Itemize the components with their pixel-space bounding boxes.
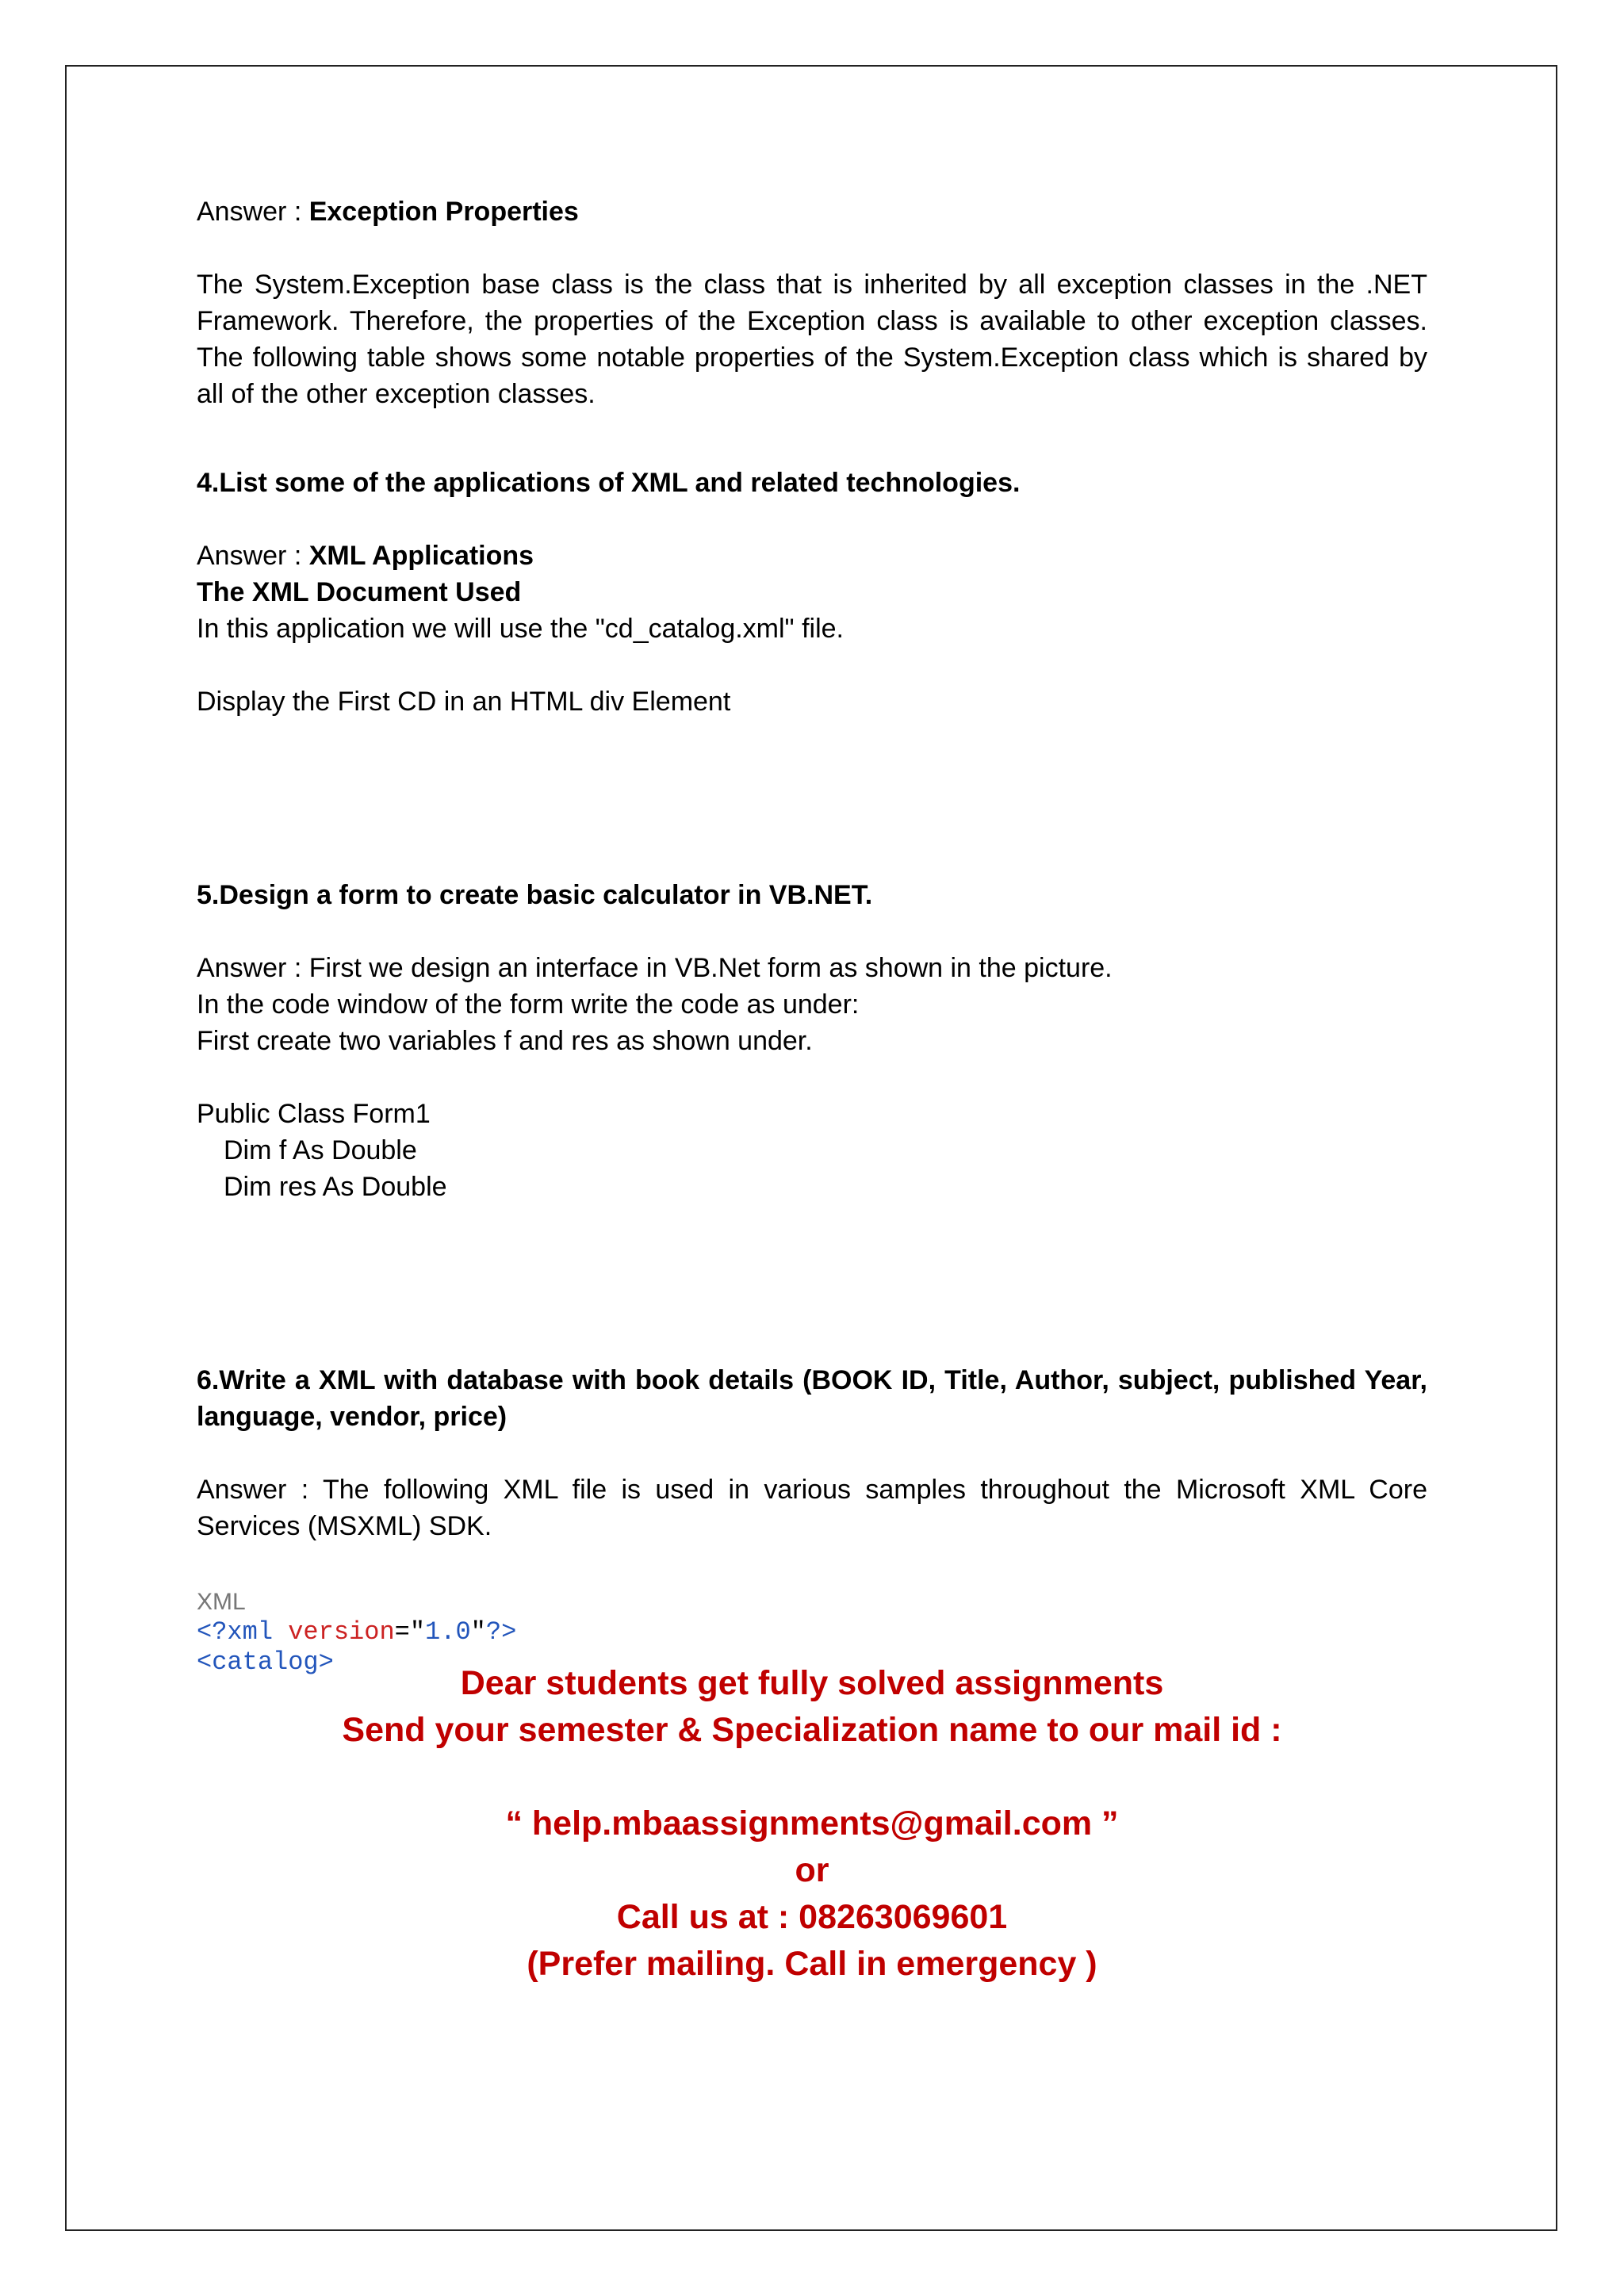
xml-decl-open: <?xml (197, 1617, 289, 1647)
promo-email: “ help.mbaassignments@gmail.com ” (505, 1804, 1119, 1843)
promo-line-1: Dear students get fully solved assignments (460, 1664, 1164, 1702)
q4-line-1: In this application we will use the "cd_catalog.xml" file. (197, 614, 844, 644)
q4-question: 4.List some of the applications of XML and related technologies. (197, 468, 1021, 498)
q4-line-2: Display the First CD in an HTML div Element (197, 687, 731, 717)
xml-decl-attr: version (288, 1617, 395, 1647)
answer-title: XML Applications (308, 541, 534, 571)
q5-code-line-3: Dim res As Double (224, 1172, 447, 1202)
xml-decl-quote: " (470, 1617, 486, 1647)
q6-answer: Answer : The following XML file is used in various samples throughout the Microsoft XML Core Services (MSXML) SDK. (197, 1475, 1427, 1541)
promo-note: (Prefer mailing. Call in emergency ) (527, 1945, 1097, 1983)
xml-declaration-line (197, 1617, 1427, 1647)
promo-or: or (795, 1851, 829, 1889)
xml-decl-val: 1.0 (425, 1617, 471, 1647)
xml-decl-close: ?> (485, 1617, 517, 1647)
q4-subheading: The XML Document Used (197, 577, 522, 607)
document-body (197, 193, 1427, 1678)
answer-label: Answer : (197, 197, 309, 227)
q5-answer-line-3: First create two variables f and res as shown under. (197, 1026, 813, 1056)
q3-answer-body: The System.Exception base class is the class that is inherited by all exception classes in the .NET Framework. Therefore, the properties of the Exception class is available to other exception classes. The following table shows some notable properties of the System.Exception class which is shared by all of the other exception classes. (197, 270, 1427, 409)
answer-title: Exception Properties (308, 197, 579, 227)
q5-answer-line-2: In the code window of the form write the code as under: (197, 989, 860, 1020)
q5-code-line-2: Dim f As Double (224, 1135, 417, 1165)
xml-catalog-line: <catalog> (197, 1647, 334, 1677)
code-language-label: XML (197, 1589, 246, 1615)
xml-decl-eq: =" (394, 1617, 426, 1647)
q4-answer-heading (197, 538, 1427, 574)
q5-answer-line-1: Answer : First we design an interface in VB.Net form as shown in the picture. (197, 953, 1113, 983)
q5-question: 5.Design a form to create basic calculator in VB.NET. (197, 880, 873, 910)
answer-label: Answer : (197, 541, 309, 571)
q5-code-line-1: Public Class Form1 (197, 1099, 431, 1129)
promo-line-2: Send your semester & Specialization name to our mail id : (342, 1711, 1282, 1749)
promo-block (197, 1660, 1427, 1988)
q6-question: 6.Write a XML with database with book details (BOOK ID, Title, Author, subject, published Year, language, vendor, price) (197, 1365, 1427, 1432)
q3-answer-heading (197, 193, 1427, 230)
promo-phone: Call us at : 08263069601 (616, 1898, 1008, 1936)
